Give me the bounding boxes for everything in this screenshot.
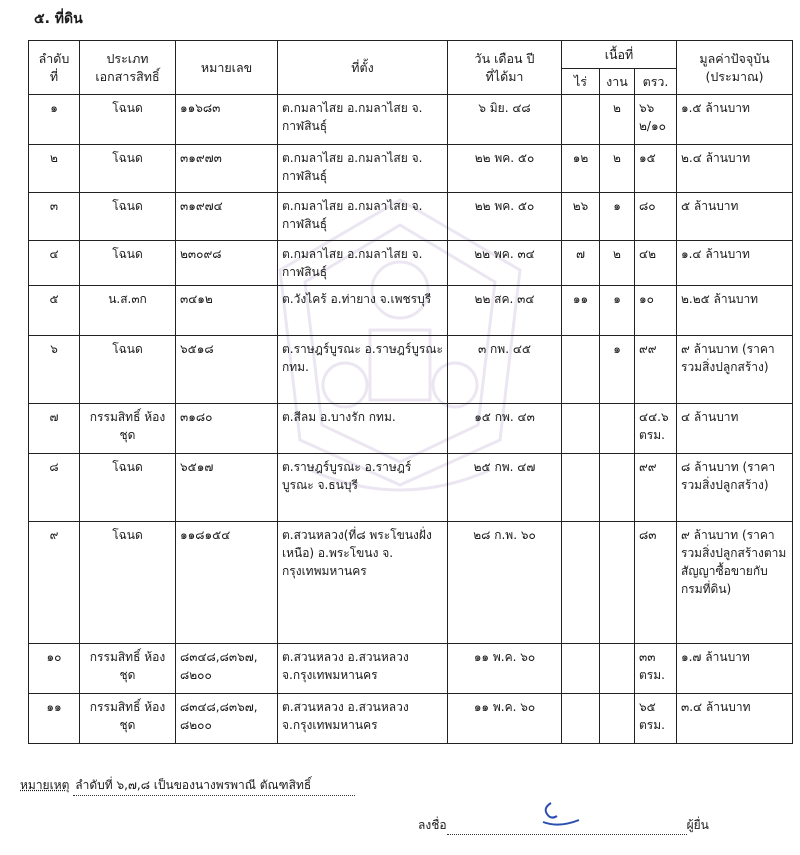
row-location: ต.สวนหลวง(ที่๘ พระโขนงฝั่งเหนือ) อ.พระโขนง จ. กรุงเทพมหานคร — [278, 522, 448, 644]
row-date: ๒๘ ก.พ. ๖๐ — [448, 522, 562, 644]
header-ngan: งาน — [600, 69, 635, 95]
row-doc-type: น.ส.๓ก — [80, 286, 176, 336]
row-no: ๔ — [29, 241, 80, 286]
row-location: ต.กมลาไสย อ.กมลาไสย จ. กาฬสินธุ์ — [278, 145, 448, 193]
header-wa: ตรว. — [635, 69, 677, 95]
row-wa: ๙๙ — [635, 336, 677, 404]
row-wa: ๑๐ — [635, 286, 677, 336]
row-doc-type: โฉนด — [80, 522, 176, 644]
row-location: ต.วังไคร้ อ.ท่ายาง จ.เพชรบุรี — [278, 286, 448, 336]
row-value: ๑.๗ ล้านบาท — [677, 644, 793, 694]
row-number: ๑๑๘๑๕๔ — [176, 522, 278, 644]
row-date: ๒๒ พค. ๕๐ — [448, 145, 562, 193]
row-no: ๒ — [29, 145, 80, 193]
row-number: ๖๕๑๘ — [176, 336, 278, 404]
row-number: ๘๓๔๘,๘๓๖๗, ๘๒๐๐ — [176, 644, 278, 694]
row-value: ๙ ล้านบาท (ราคารวมสิ่งปลูกสร้าง) — [677, 336, 793, 404]
row-date: ๑๑ พ.ค. ๖๐ — [448, 644, 562, 694]
remark — [20, 776, 355, 796]
row-rai — [562, 694, 600, 744]
row-ngan — [600, 644, 635, 694]
signature-line — [418, 816, 709, 835]
header-number: หมายเลข — [176, 41, 278, 95]
row-ngan — [600, 694, 635, 744]
row-number: ๘๓๔๘,๘๓๖๗, ๘๒๐๐ — [176, 694, 278, 744]
row-ngan — [600, 404, 635, 454]
row-value: ๔ ล้านบาท — [677, 404, 793, 454]
row-date: ๒๒ พค. ๕๐ — [448, 193, 562, 241]
section-title: ๕. ที่ดิน — [34, 11, 83, 27]
land-table — [28, 40, 793, 744]
row-value: ๒.๔ ล้านบาท — [677, 145, 793, 193]
header-no: ลำดับ ที่ — [29, 41, 80, 95]
table-row — [29, 286, 793, 336]
row-no: ๘ — [29, 454, 80, 522]
row-value: ๒.๒๕ ล้านบาท — [677, 286, 793, 336]
row-doc-type: โฉนด — [80, 241, 176, 286]
row-location: ต.สวนหลวง อ.สวนหลวง จ.กรุงเทพมหานคร — [278, 694, 448, 744]
row-doc-type: โฉนด — [80, 95, 176, 145]
row-value: ๙ ล้านบาท (ราคารวมสิ่งปลูกสร้างตามสัญญาซื้อขายกับกรมที่ดิน) — [677, 522, 793, 644]
row-wa: ๖๕ ตรม. — [635, 694, 677, 744]
row-doc-type: โฉนด — [80, 454, 176, 522]
row-no: ๖ — [29, 336, 80, 404]
row-date: ๖ มิย. ๔๘ — [448, 95, 562, 145]
table-row — [29, 145, 793, 193]
row-location: ต.สวนหลวง อ.สวนหลวง จ.กรุงเทพมหานคร — [278, 644, 448, 694]
row-number: ๒๓๐๙๘ — [176, 241, 278, 286]
table-row — [29, 694, 793, 744]
row-ngan: ๑ — [600, 336, 635, 404]
table-row — [29, 522, 793, 644]
remark-text: ลำดับที่ ๖,๗,๘ เป็นของนางพรพาณี ตัณฑสิทธิ์ — [73, 776, 355, 796]
row-ngan — [600, 454, 635, 522]
row-doc-type: กรรมสิทธิ์ ห้องชุด — [80, 644, 176, 694]
row-rai — [562, 336, 600, 404]
table-row — [29, 193, 793, 241]
row-value: ๑.๔ ล้านบาท — [677, 241, 793, 286]
row-wa: ๖๖ ๒/๑๐ — [635, 95, 677, 145]
row-location: ต.ราษฎร์บูรณะ อ.ราษฎร์ บูรณะ จ.ธนบุรี — [278, 454, 448, 522]
row-number: ๓๑๙๗๓ — [176, 145, 278, 193]
row-wa: ๑๕ — [635, 145, 677, 193]
row-doc-type: โฉนด — [80, 145, 176, 193]
row-rai: ๒๖ — [562, 193, 600, 241]
table-row — [29, 95, 793, 145]
row-wa: ๔๒ — [635, 241, 677, 286]
table-row — [29, 241, 793, 286]
table-row — [29, 336, 793, 404]
row-wa: ๘๐ — [635, 193, 677, 241]
row-rai — [562, 522, 600, 644]
row-value: ๑.๕ ล้านบาท — [677, 95, 793, 145]
row-location: ต.กมลาไสย อ.กมลาไสย จ. กาฬสินธุ์ — [278, 95, 448, 145]
row-value: ๓.๔ ล้านบาท — [677, 694, 793, 744]
row-location: ต.สีลม อ.บางรัก กทม. — [278, 404, 448, 454]
row-date: ๒๒ สค. ๓๔ — [448, 286, 562, 336]
row-date: ๑๕ กพ. ๔๓ — [448, 404, 562, 454]
row-no: ๑๑ — [29, 694, 80, 744]
row-no: ๙ — [29, 522, 80, 644]
row-wa: ๔๔.๖ ตรม. — [635, 404, 677, 454]
row-ngan: ๒ — [600, 145, 635, 193]
row-wa: ๘๓ — [635, 522, 677, 644]
row-date: ๒๒ พค. ๓๔ — [448, 241, 562, 286]
table-row — [29, 454, 793, 522]
row-date: ๓ กพ. ๔๕ — [448, 336, 562, 404]
header-value: มูลค่าปัจจุบัน (ประมาณ) — [677, 41, 793, 95]
header-doc-type: ประเภท เอกสารสิทธิ์ — [80, 41, 176, 95]
row-location: ต.กมลาไสย อ.กมลาไสย จ. กาฬสินธุ์ — [278, 193, 448, 241]
sign-label: ลงชื่อ — [418, 818, 447, 832]
remark-label: หมายเหตุ — [20, 778, 70, 792]
row-rai: ๗ — [562, 241, 600, 286]
row-ngan: ๑ — [600, 193, 635, 241]
row-rai — [562, 644, 600, 694]
filer-label: ผู้ยื่น — [686, 818, 709, 832]
row-no: ๕ — [29, 286, 80, 336]
row-no: ๗ — [29, 404, 80, 454]
row-doc-type: กรรมสิทธิ์ ห้องชุด — [80, 694, 176, 744]
row-value: ๕ ล้านบาท — [677, 193, 793, 241]
row-date: ๒๕ กพ. ๔๗ — [448, 454, 562, 522]
row-ngan: ๒ — [600, 95, 635, 145]
row-location: ต.ราษฎร์บูรณะ อ.ราษฎร์บูรณะ กทม. — [278, 336, 448, 404]
row-rai — [562, 404, 600, 454]
row-rai — [562, 95, 600, 145]
row-number: ๖๕๑๗ — [176, 454, 278, 522]
signature-scribble — [537, 800, 587, 830]
row-number: ๑๑๖๘๓ — [176, 95, 278, 145]
row-wa: ๙๙ — [635, 454, 677, 522]
table-row — [29, 404, 793, 454]
row-date: ๑๑ พ.ค. ๖๐ — [448, 694, 562, 744]
row-doc-type: โฉนด — [80, 193, 176, 241]
row-number: ๓๑๙๗๔ — [176, 193, 278, 241]
header-date: วัน เดือน ปี ที่ได้มา — [448, 41, 562, 95]
signature-field — [447, 822, 687, 835]
row-rai — [562, 454, 600, 522]
header-rai: ไร่ — [562, 69, 600, 95]
row-number: ๓๔๑๒ — [176, 286, 278, 336]
row-no: ๑ — [29, 95, 80, 145]
row-rai: ๑๒ — [562, 145, 600, 193]
table-row — [29, 644, 793, 694]
row-ngan: ๒ — [600, 241, 635, 286]
row-ngan — [600, 522, 635, 644]
row-number: ๓๑๘๐ — [176, 404, 278, 454]
row-no: ๓ — [29, 193, 80, 241]
header-area: เนื้อที่ — [562, 41, 677, 69]
header-location: ที่ตั้ง — [278, 41, 448, 95]
row-value: ๘ ล้านบาท (ราคารวมสิ่งปลูกสร้าง) — [677, 454, 793, 522]
row-rai: ๑๑ — [562, 286, 600, 336]
row-no: ๑๐ — [29, 644, 80, 694]
row-doc-type: โฉนด — [80, 336, 176, 404]
row-ngan: ๑ — [600, 286, 635, 336]
row-location: ต.กมลาไสย อ.กมลาไสย จ. กาฬสินธุ์ — [278, 241, 448, 286]
row-wa: ๓๓ ตรม. — [635, 644, 677, 694]
row-doc-type: กรรมสิทธิ์ ห้องชุด — [80, 404, 176, 454]
